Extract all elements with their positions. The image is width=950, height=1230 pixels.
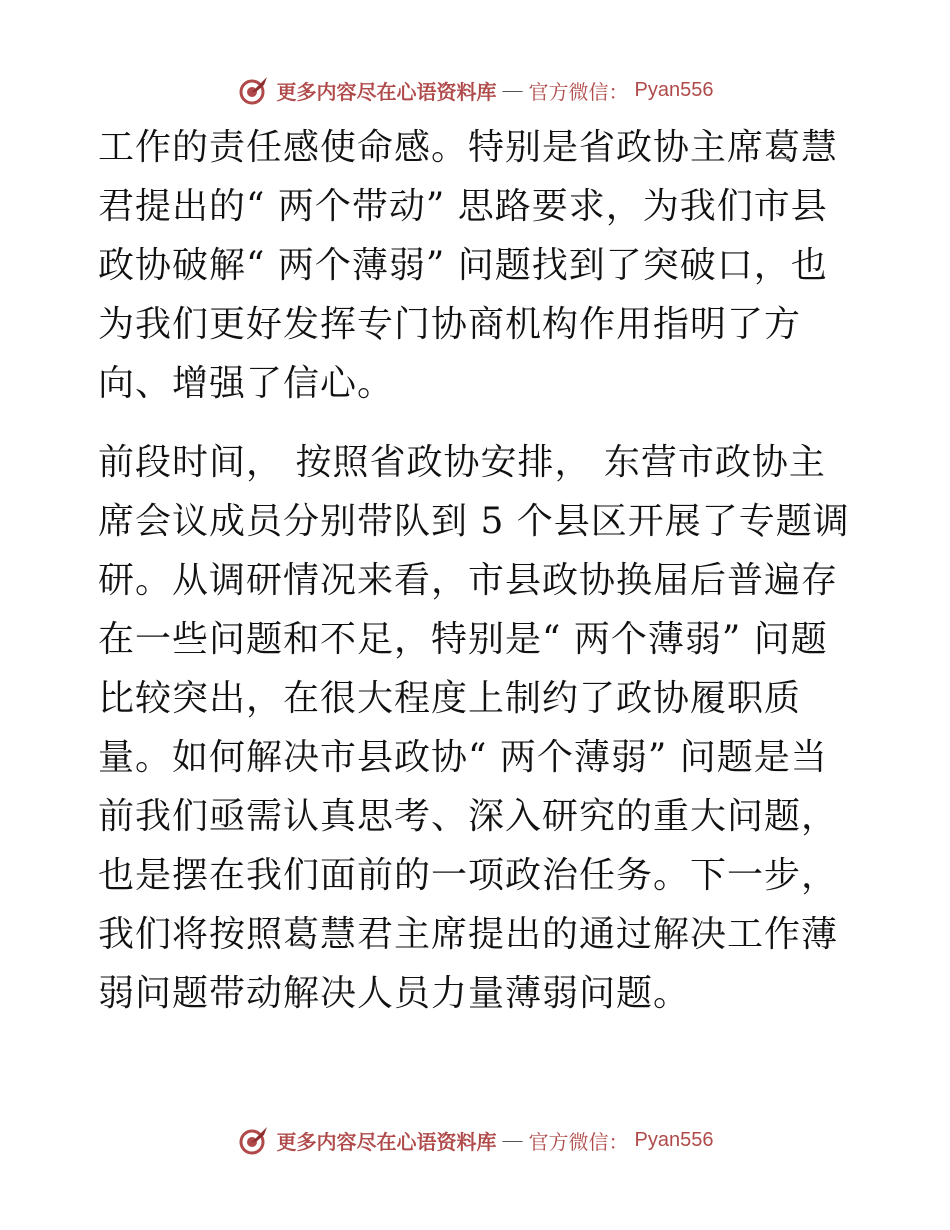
- banner-wechat-label: 官方微信：: [528, 81, 629, 104]
- quill-logo-icon: [237, 73, 271, 107]
- banner-separator: —: [502, 1128, 523, 1151]
- banner-wechat-id: Pyan556: [634, 1128, 714, 1151]
- document-body: [98, 118, 850, 1023]
- banner-main-text: 更多内容尽在心语资料库: [276, 1129, 497, 1154]
- banner-separator: —: [502, 78, 523, 101]
- banner-wechat-label: 官方微信：: [528, 1131, 629, 1154]
- body-paragraph-1: 工作的责任感使命感。特别是省政协主席葛慧君提出的“ 两个带动” 思路要求，为我们市县政协破解“ 两个薄弱” 问题找到了突破口，也为我们更好发挥专门协商机构作用指明了方向、增强了信心。: [98, 127, 839, 404]
- banner-main-text: 更多内容尽在心语资料库: [276, 79, 497, 104]
- banner-wechat-id: Pyan556: [634, 78, 714, 101]
- body-paragraph-2: 前段时间， 按照省政协安排， 东营市政协主席会议成员分别带队到 5 个县区开展了专题调研。从调研情况来看，市县政协换届后普遍存在一些问题和不足，特别是“ 两个薄弱” 问题比较突出，在很大程度上制约了政协履职质量。如何解决市县政协“ 两个薄弱” 问题是当前我们亟需认真思考、深入研究的重大问题，也是摆在我们面前的一项政治任务。下一步，我们将按照葛慧君主席提出的通过解决工作薄弱问题带动解决人员力量薄弱问题。: [98, 442, 850, 1014]
- quill-logo-icon: [237, 1123, 271, 1157]
- header-banner: [0, 70, 950, 110]
- footer-banner: [0, 1120, 950, 1160]
